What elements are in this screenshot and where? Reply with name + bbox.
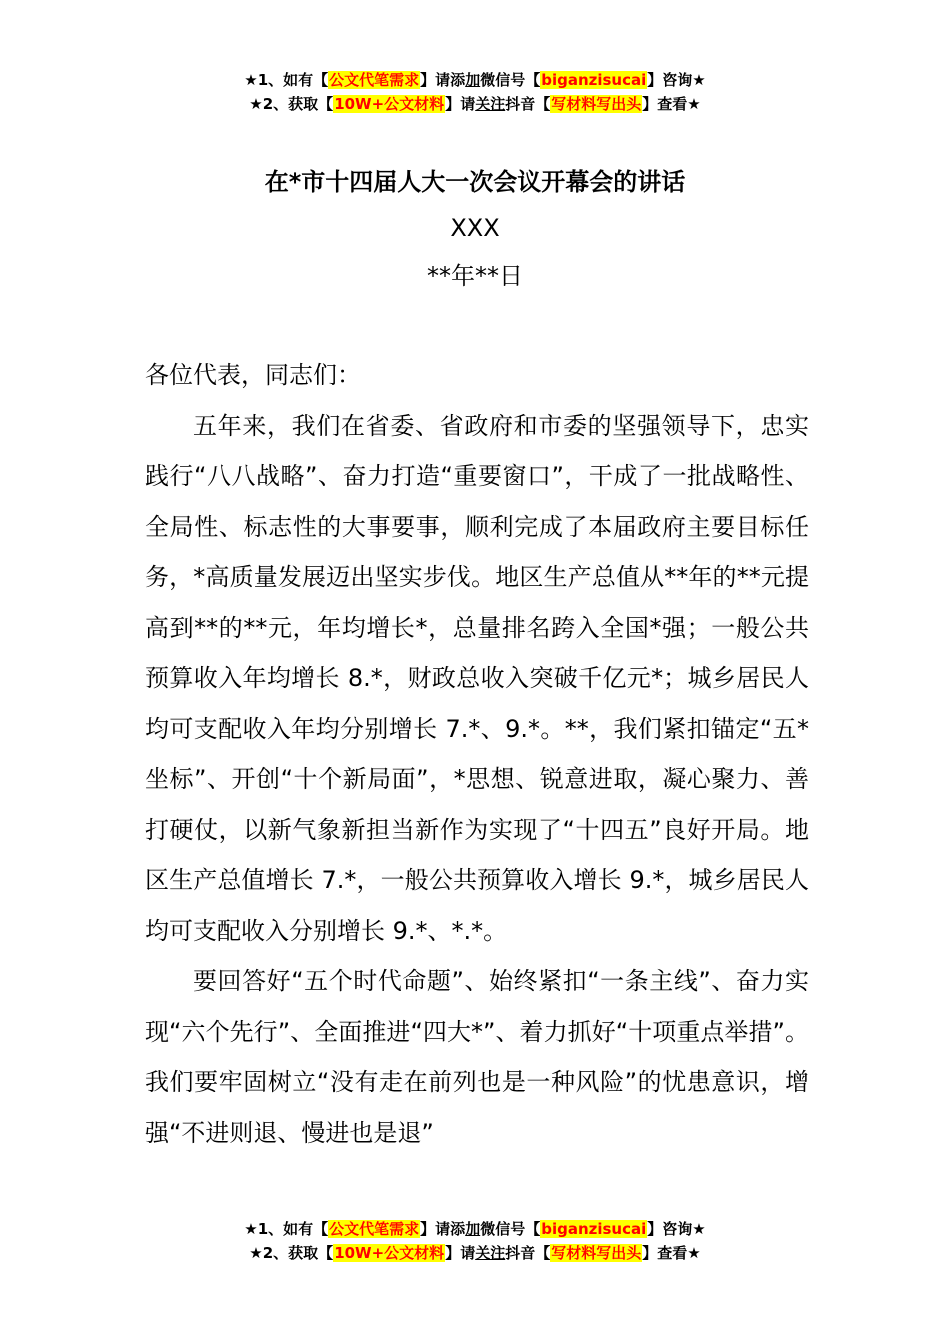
- document-author: XXX: [450, 214, 500, 242]
- banner-highlight: 10W+公文材料: [334, 1244, 445, 1262]
- document-title: 在*市十四届人大一次会议开幕会的讲话: [264, 168, 686, 196]
- banner-highlight: 写材料写出头: [551, 1244, 642, 1262]
- banner-line-1: ★1、如有【公文代笔需求】请添加微信号【biganzisucai】咨询★: [244, 71, 706, 89]
- banner-highlight: 公文代笔需求: [329, 1220, 420, 1238]
- banner-top: [0, 68, 950, 116]
- banner-highlight: 写材料写出头: [551, 95, 642, 113]
- paragraph: 五年来，我们在省委、省政府和市委的坚强领导下，忠实践行“八八战略”、奋力打造“重要窗口”，干成了一批战略性、全局性、标志性的大事要事，顺利完成了本届政府主要目标任务，*高质量发展迈出坚实步伐。地区生产总值从**年的**元提高到**的**元，年均增长*，总量排名跨入全国*强；一般公共预算收入年均增长 8.*，财政总收入突破千亿元*；城乡居民人均可支配收入年均分别增长 7.*、9.*。**，我们紧扣锚定“五*坐标”、开创“十个新局面”，*思想、锐意进取，凝心聚力、善打硬仗，以新气象新担当新作为实现了“十四五”良好开局。地区生产总值增长 7.*，一般公共预算收入增长 9.*，城乡居民人均可支配收入分别增长 9.*、*.*。: [145, 411, 809, 945]
- document-body: [145, 350, 809, 1158]
- banner-highlight: 10W+公文材料: [334, 95, 445, 113]
- banner-highlight: biganzisucai: [541, 71, 647, 89]
- banner-highlight: biganzisucai: [541, 1220, 647, 1238]
- banner-line-2: ★2、获取【10W+公文材料】请关注抖音【写材料写出头】查看★: [249, 95, 701, 113]
- document-date: **年**日: [427, 262, 523, 290]
- salutation: 各位代表，同志们：: [145, 361, 361, 389]
- banner-bottom: [0, 1217, 950, 1265]
- paragraph: 要回答好“五个时代命题”、始终紧扣“一条主线”、奋力实现“六个先行”、全面推进“四大*”、着力抓好“十项重点举措”。我们要牢固树立“没有走在前列也是一种风险”的忧患意识，增强“不进则退、慢进也是退”: [145, 967, 809, 1147]
- banner-line-2: ★2、获取【10W+公文材料】请关注抖音【写材料写出头】查看★: [249, 1244, 701, 1262]
- banner-line-1: ★1、如有【公文代笔需求】请添加微信号【biganzisucai】咨询★: [244, 1220, 706, 1238]
- banner-highlight: 公文代笔需求: [329, 71, 420, 89]
